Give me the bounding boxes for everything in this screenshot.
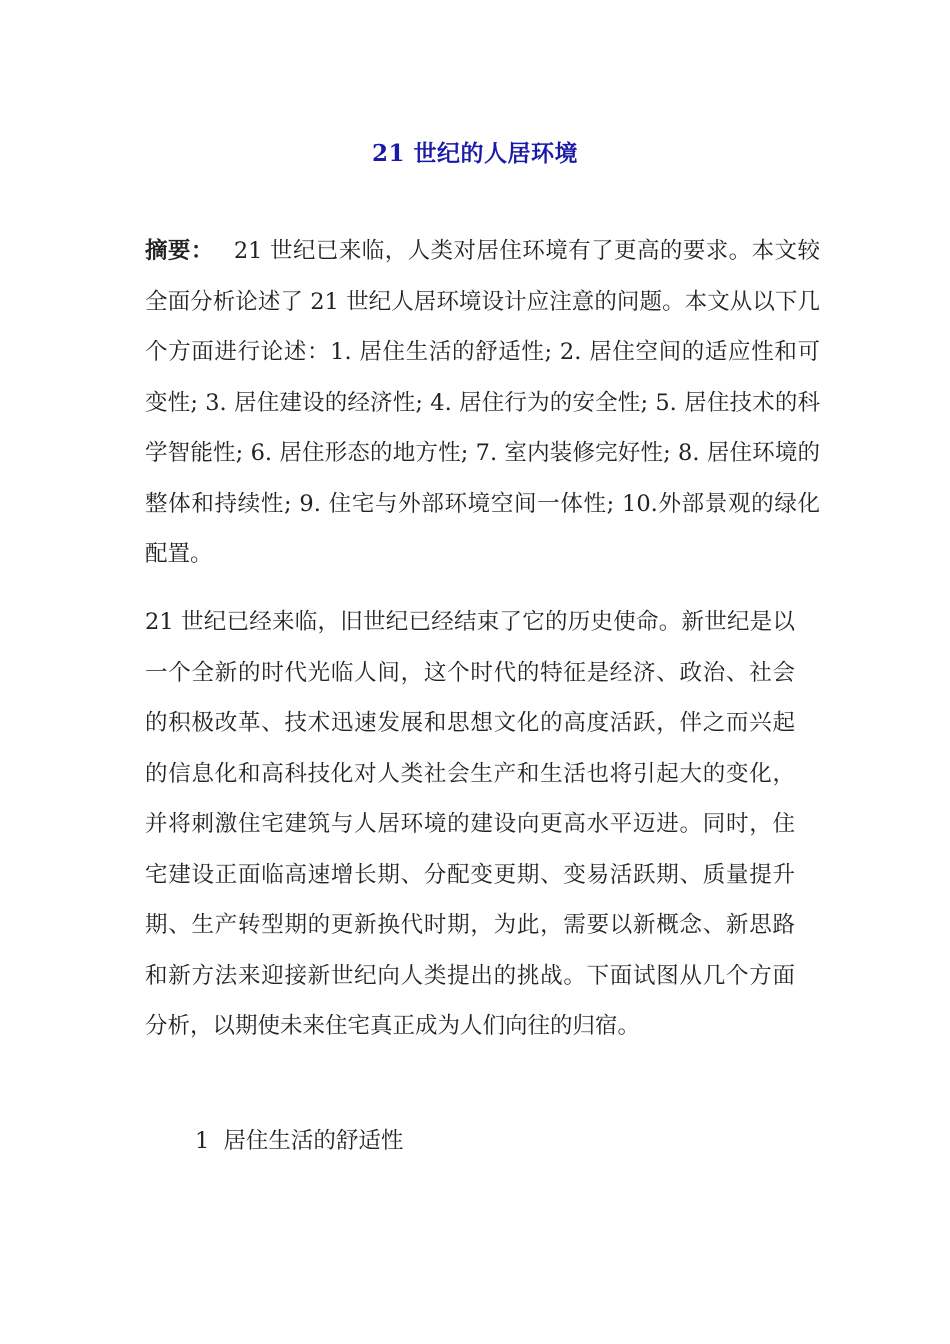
abstract-label: 摘要： [145,238,214,264]
section-heading-1 [195,1116,403,1166]
section-title: 居住生活的舒适性 [223,1128,404,1154]
intro-paragraph: 21 世纪已经来临，旧世纪已经结束了它的历史使命。新世纪是以一个全新的时代光临人间，这个时代的特征是经济、政治、社会的积极改革、技术迅速发展和思想文化的高度活跃，伴之而兴起的信息化和高科技化对人类社会生产和生活也将引起大的变化，并将刺激住宅建筑与人居环境的建设向更高水平迈进。同时，住宅建设正面临高速增长期、分配变更期、变易活跃期、质量提升期、生产转型期的更新换代时期，为此，需要以新概念、新思路和新方法来迎接新世纪向人类提出的挑战。下面试图从几个方面分析，以期使未来住宅真正成为人们向往的归宿。 [145,609,795,1039]
document-title: 21 世纪的人居环境 [371,140,578,167]
abstract-text: 21 世纪已来临，人类对居住环境有了更高的要求。本文较全面分析论述了 21 世纪人居环境设计应注意的问题。本文从以下几个方面进行论述：1. 居住生活的舒适性; 2. 居住空间的适应性和可变性; 3. 居住建设的经济性; 4. 居住行为的安全性; 5. 居住技术的科学智能性; 6. 居住形态的地方性; 7. 室内装修完好性; 8. 居住环境的整体和持续性; 9. 住宅与外部环境空间一体性; 10.外部景观的绿化配置。 [145,238,820,567]
abstract-paragraph [145,226,820,580]
section-number: 1 [195,1128,210,1154]
